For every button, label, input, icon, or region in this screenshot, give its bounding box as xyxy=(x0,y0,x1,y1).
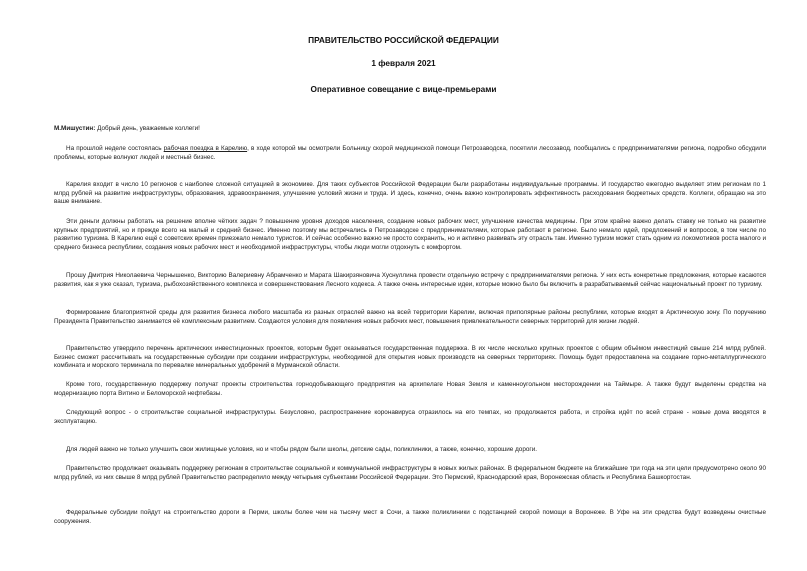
paragraph-11 xyxy=(54,509,766,526)
paragraph-10 xyxy=(54,465,766,482)
paragraph-1-start: На прошлой неделе состоялась xyxy=(66,145,164,152)
paragraph-4 xyxy=(54,272,766,289)
paragraph-9-text: Для людей важно не только улучшить свои жилищные условия, но и чтобы рядом были школы, детские сады, поликлиники, а также, конечно, хорошие дороги. xyxy=(66,446,537,453)
paragraph-3-text: Эти деньги должны работать на решение вполне чётких задач ? повышение уровня доходов населения, создание новых рабочих мест, улучшение качества медицины. При этом крайне важно делать ставку не только на развитие крупных предприятий, но и прежде всего на малый и средний бизнес. Именно поэтому мы встречались в Петрозаводске с предпринимателями, которые работают в регионе. Было немало идей, предложений и вопросов, в том числе по развитию туризма. В Карелию ещё с советских времен приезжало немало туристов. И сейчас особенно важно не просто сохранить, но и активно развивать эту отрасль там. Именно туризм может стать одним из локомотивов роста малого и среднего бизнеса республики, создания новых рабочих мест и необходимой инфраструктуры, чтобы люди могли отдохнуть с комфортом. xyxy=(54,218,766,251)
paragraph-9 xyxy=(54,446,766,455)
paragraph-1-end: , в ходе которой мы осмотрели Больницу скорой медицинской помощи Петрозаводска, посетили лесозавод, пообщались с предпринимателями региона, подробно обсудили проблемы, которые волнуют людей и местный бизнес. xyxy=(54,145,766,161)
greeting-paragraph xyxy=(54,125,766,134)
paragraph-8 xyxy=(54,409,766,426)
org-title: ПРАВИТЕЛЬСТВО РОССИЙСКОЙ ФЕДЕРАЦИИ xyxy=(308,35,499,45)
paragraph-4-text: Прошу Дмитрия Николаевича Чернышенко, Викторию Валериевну Абрамченко и Марата Шакирзяновича Хуснуллина провести отдельную встречу с предпринимателями региона. У них есть конкретные предложения, которые касаются развития, как я уже сказал, туризма, рыбохозяйственного комплекса и совершенствования Лесного кодекса. А также очень интересные идеи, которые можно было бы включить в разрабатываемый сейчас национальный проект по туризму. xyxy=(54,272,766,288)
paragraph-5-text: Формирование благоприятной среды для развития бизнеса любого масштаба из разных отраслей важно на всей территории Карелии, включая приполярные районы республики, которые входят в Арктическую зону. По поручению Президента Правительство занимается её комплексным развитием. Создаются условия для появления новых рабочих мест, повышения привлекательности северных территорий для жизни людей. xyxy=(54,309,766,325)
speaker-name: М.Мишустин: xyxy=(54,125,96,132)
paragraph-7 xyxy=(54,381,766,398)
paragraph-2-text: Карелия входит в число 10 регионов с наиболее сложной ситуацией в экономике. Для таких субъектов Российской Федерации были разработаны индивидуальные программы. И государство ежегодно выделяет этим регионам по 1 млрд рублей на развитие инфраструктуры, образования, здравоохранения, улучшение условий жизни и труда. И здесь, конечно, очень важно контролировать эффективность расходования бюджетных средств. Коллеги, обращаю на это ваше внимание. xyxy=(54,181,766,206)
paragraph-6-text: Правительство утвердило перечень арктических инвестиционных проектов, которым будет оказываться государственная поддержка. В их числе несколько крупных проектов с общим объёмом инвестиций свыше 214 млрд рублей. Бизнес сможет рассчитывать на государственные субсидии при создании инфраструктуры, необходимой для открытия новых производств на северных территориях. Помощь будет предоставлена на создание горно-металлургического комбината и морского терминала по перевалке минеральных удобрений в Мурманской области. xyxy=(54,345,766,370)
paragraph-8-text: Следующий вопрос - о строительстве социальной инфраструктуры. Безусловно, распространение коронавируса отразилось на его темпах, но продолжается работа, и стройка идёт по всей стране - новые дома вводятся в эксплуатацию. xyxy=(54,409,766,425)
paragraph-10-text: Правительство продолжает оказывать поддержку регионам в строительстве социальной и коммунальной инфраструктуры в новых жилых районах. В федеральном бюджете на ближайшие три года на эти цели предусмотрено около 90 млрд рублей, из них свыше 8 млрд рублей Правительство распределило между четырьмя субъектами Российской Федерации. Это Пермский, Краснодарский края, Воронежская область и Республика Башкортостан. xyxy=(54,465,766,481)
paragraph-2 xyxy=(54,181,766,207)
paragraph-6 xyxy=(54,345,766,371)
greeting-text: Добрый день, уважаемые коллеги! xyxy=(95,125,200,132)
paragraph-3 xyxy=(54,218,766,252)
paragraph-1 xyxy=(54,145,766,162)
paragraph-5 xyxy=(54,309,766,326)
document-date: 1 февраля 2021 xyxy=(371,58,436,68)
paragraph-11-text: Федеральные субсидии пойдут на строительство дороги в Перми, школы более чем на тысячу мест в Сочи, а также поликлиники с подстанцией скорой помощи в Воронеже. В Уфе на эти средства будут возведены очистные сооружения. xyxy=(54,509,766,525)
document-title: Оперативное совещание с вице-премьерами xyxy=(310,84,497,94)
karelia-trip-link[interactable]: рабочая поездка в Карелию xyxy=(163,145,248,152)
paragraph-7-text: Кроме того, государственную поддержку получат проекты строительства горнодобывающего предприятия на архипелаге Новая Земля и каменноугольном месторождении на Таймыре. А также будут выделены средства на модернизацию порта Витино и Беломорской нефтебазы. xyxy=(54,381,766,397)
